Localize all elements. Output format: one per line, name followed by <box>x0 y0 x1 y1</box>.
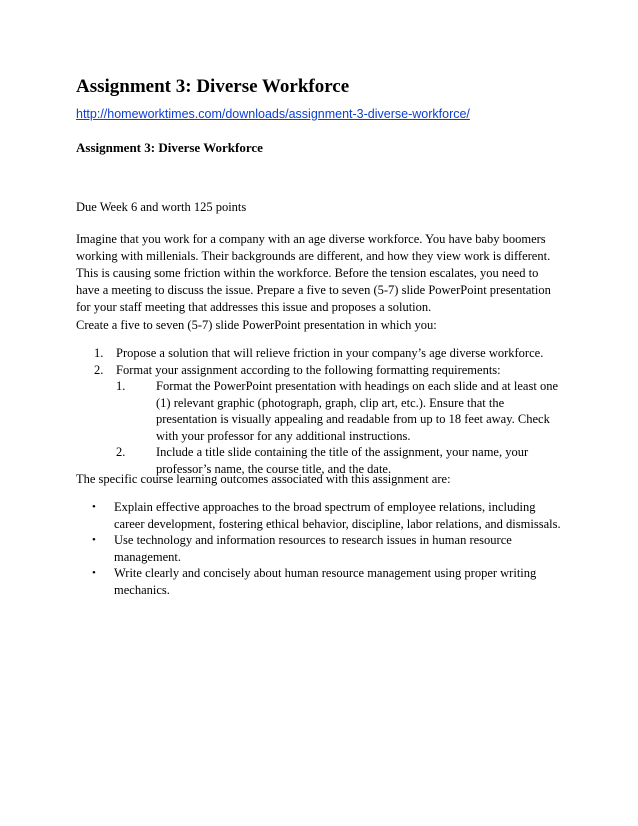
bullet-icon: • <box>92 501 96 513</box>
list-item <box>76 362 566 478</box>
section-heading: Assignment 3: Diverse Workforce <box>76 140 263 155</box>
bullet-item-text: Write clearly and concisely about human resource management using proper writing mechanics. <box>114 566 537 597</box>
bullet-item <box>76 499 566 532</box>
source-link[interactable]: http://homeworktimes.com/downloads/assignment-3-diverse-workforce/ <box>76 107 470 121</box>
sublist-item <box>99 378 566 444</box>
intro-paragraph: Imagine that you work for a company with an age diverse workforce. You have baby boomers working with millenials. Their backgrounds are different, and how they view work is different. This is causing some friction within the workforce. Before the tension escalates, you need to have a meeting to discuss the issue. Prepare a five to seven (5-7) slide PowerPoint presentation for your staff meeting that addresses this issue and proposes a solution. <box>76 232 551 314</box>
sublist-item-text: Include a title slide containing the title of the assignment, your name, your professor’s name, the course title, and the date. <box>156 445 529 476</box>
list-item-text: Propose a solution that will relieve friction in your company’s age diverse workforce. <box>116 346 544 360</box>
list-number: 1. <box>94 346 104 360</box>
bullet-item <box>76 532 566 565</box>
list-number: 2. <box>94 362 104 377</box>
list-item <box>76 345 566 362</box>
outcomes-intro: The specific course learning outcomes associated with this assignment are: <box>76 472 451 486</box>
page-title: Assignment 3: Diverse Workforce <box>76 76 350 97</box>
bullet-icon: • <box>92 534 96 546</box>
sublist-number: 1. <box>116 379 126 393</box>
instructions-paragraph: Create a five to seven (5-7) slide PowerPoint presentation in which you: <box>76 318 437 332</box>
bullet-item-text: Explain effective approaches to the broad spectrum of employee relations, including career development, fostering ethical behavior, discipline, labor relations, and dismissals. <box>114 500 561 531</box>
bullet-item-text: Use technology and information resources to research issues in human resource management. <box>114 533 512 564</box>
bullet-item <box>76 565 566 598</box>
bullet-icon: • <box>92 567 96 579</box>
due-text: Due Week 6 and worth 125 points <box>76 200 247 214</box>
instructions-list <box>76 345 566 477</box>
list-item-text: Format your assignment according to the following formatting requirements: <box>116 362 501 377</box>
sublist-item-text: Format the PowerPoint presentation with headings on each slide and at least one (1) relevant graphic (photograph, graph, clip art, etc.). Ensure that the presentation is visually appealing and readable from up to 18 feet away. Check with your professor for any additional instructions. <box>156 379 558 443</box>
outcomes-list <box>76 499 566 598</box>
formatting-sublist <box>116 378 566 477</box>
sublist-number: 2. <box>116 445 126 459</box>
